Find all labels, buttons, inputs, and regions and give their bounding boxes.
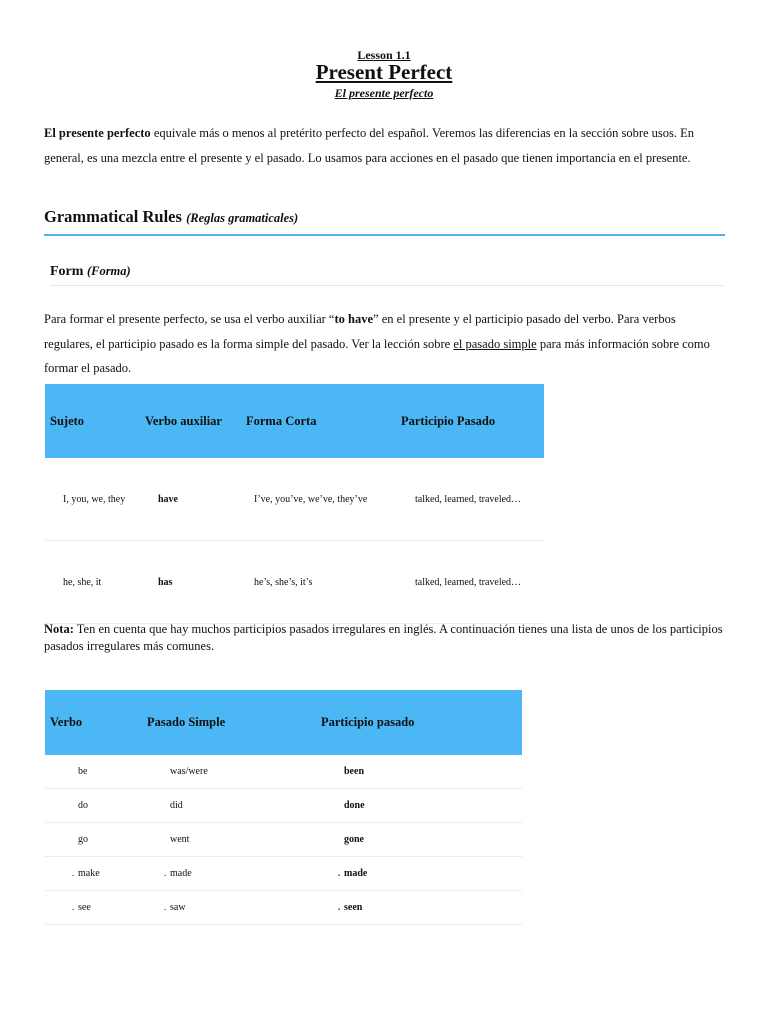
form-bold-term: to have (334, 312, 374, 326)
table-row (45, 857, 522, 891)
subsection-heading (50, 264, 724, 286)
lesson-number: Lesson 1.1 (357, 48, 411, 62)
table-row (45, 541, 544, 624)
page-title: Present Perfect (315, 60, 453, 84)
irregular-verbs-table (45, 690, 522, 925)
table-header-cell: Forma Corta (241, 384, 396, 458)
table-cell: has (140, 541, 241, 624)
table-cell: . see (45, 891, 142, 925)
table-row (45, 458, 544, 541)
nota-label: Nota: (44, 622, 74, 636)
table-cell: gone (316, 823, 522, 857)
form-text-3: para más información sobre como formar el pasado. (44, 336, 710, 375)
table-cell: I, you, we, they (45, 458, 140, 541)
subsection-title: Form (50, 264, 84, 279)
table-cell: went (142, 823, 316, 857)
pasado-simple-link[interactable]: el pasado simple (453, 336, 537, 351)
table-cell: did (142, 789, 316, 823)
table-header-cell: Verbo (45, 690, 142, 755)
table-cell: done (316, 789, 522, 823)
page-subtitle: El presente perfecto (334, 86, 434, 100)
section-heading (44, 207, 725, 236)
table-header-cell: Participio Pasado (396, 384, 544, 458)
form-paragraph (44, 307, 726, 381)
table-row (45, 823, 522, 857)
table-header-cell: Verbo auxiliar (140, 384, 241, 458)
table-header-cell: Pasado Simple (142, 690, 316, 755)
table-row (45, 891, 522, 925)
form-text-2: ” en el presente y el participio pasado del verbo. Para verbos regulares, el participio pasado es la forma simple del pasado. Ver la lección sobre (44, 312, 676, 351)
table-cell: talked, learned, traveled… (396, 458, 544, 541)
table-cell: I’ve, you’ve, we’ve, they’ve (241, 458, 396, 541)
table-cell: . seen (316, 891, 522, 925)
intro-paragraph (44, 121, 726, 170)
table-cell: be (45, 755, 142, 789)
section-subtitle: (Reglas gramaticales) (186, 211, 299, 225)
table-header-cell: Participio pasado (316, 690, 522, 755)
table-cell: . saw (142, 891, 316, 925)
conjugation-table (45, 384, 544, 624)
table-row (45, 789, 522, 823)
intro-term: El presente perfecto (44, 126, 151, 140)
table-cell: . make (45, 857, 142, 891)
table-cell: . made (142, 857, 316, 891)
table-cell: been (316, 755, 522, 789)
table-cell: talked, learned, traveled… (396, 541, 544, 624)
table-header-row (45, 384, 544, 458)
table-cell: he’s, she’s, it’s (241, 541, 396, 624)
section-title: Grammatical Rules (44, 207, 182, 226)
intro-text: equivale más o menos al pretérito perfecto del español. Veremos las diferencias en la sección sobre usos. En general, es una mezcla entre el presente y el pasado. Lo usamos para acciones en el pasado que tienen importancia en el presente. (44, 126, 695, 165)
table-header-cell: Sujeto (45, 384, 140, 458)
table-cell: . made (316, 857, 522, 891)
subsection-subtitle: (Forma) (86, 264, 131, 278)
nota-text: Ten en cuenta que hay muchos participios pasados irregulares en inglés. A continuación tienes una lista de unos de los participios pasados irregulares más comunes. (44, 622, 723, 653)
table-cell: do (45, 789, 142, 823)
table-row (45, 755, 522, 789)
table-cell: he, she, it (45, 541, 140, 624)
table-header-row (45, 690, 522, 755)
table-cell: go (45, 823, 142, 857)
table-cell: was/were (142, 755, 316, 789)
nota-paragraph (44, 621, 724, 655)
form-text-1: Para formar el presente perfecto, se usa el verbo auxiliar “ (44, 312, 335, 326)
table-cell: have (140, 458, 241, 541)
